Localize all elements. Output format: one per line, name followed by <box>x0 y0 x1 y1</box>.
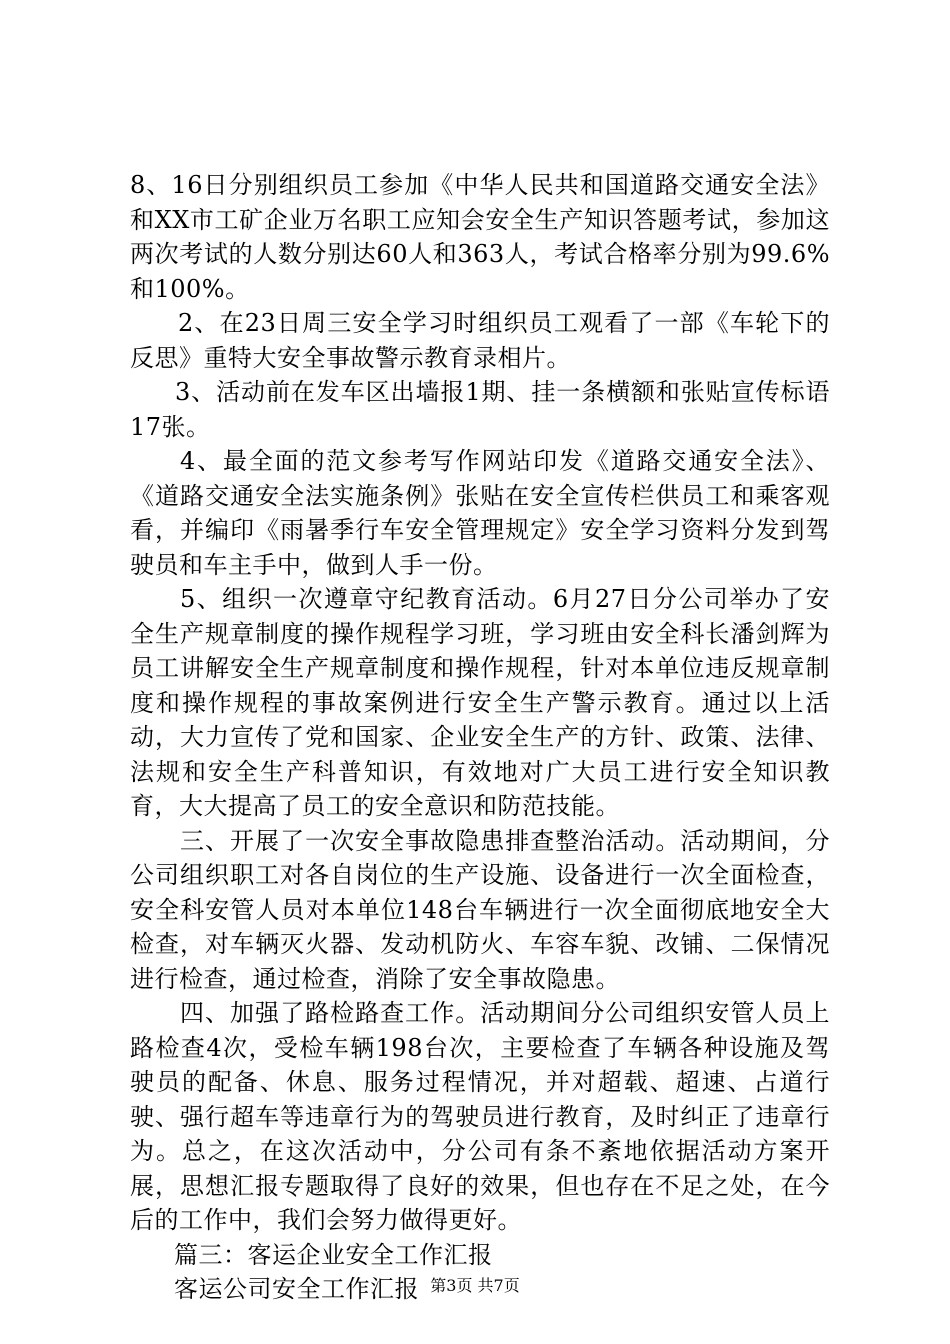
paragraph-item-5: 5、组织一次遵章守纪教育活动。6月27日分公司举办了安全生产规章制度的操作规程学习班，学习班由安全科长潘剑辉为员工讲解安全生产规章制度和操作规程，针对本单位违反规章制度和操作规程的事故案例进行安全生产警示教育。通过以上活动，大力宣传了党和国家、企业安全生产的方针、政策、法律、法规和安全生产科普知识，有效地对广大员工进行安全知识教育，大大提高了员工的安全意识和防范技能。 <box>130 585 830 820</box>
page-number-footer: 第3页 共7页 <box>430 1276 520 1295</box>
paragraph-item-4: 4、最全面的范文参考写作网站印发《道路交通安全法》、《道路交通安全法实施条例》张贴在安全宣传栏供员工和乘客观看，并编印《雨暑季行车安全管理规定》安全学习资料分发到驾驶员和车主手中，做到人手一份。 <box>130 447 830 579</box>
section-subtitle: 客运公司安全工作汇报 <box>174 1275 419 1303</box>
section-heading: 篇三：客运企业安全工作汇报 <box>174 1240 493 1269</box>
paragraph-section-3: 三、开展了一次安全事故隐患排查整治活动。活动期间，分公司组织职工对各自岗位的生产设施、设备进行一次全面检查，安全科安管人员对本单位148台车辆进行一次全面彻底地安全大检查，对车辆灭火器、发动机防火、车容车貌、改铺、二保情况进行检查，通过检查，消除了安全事故隐患。 <box>130 826 830 993</box>
paragraph-exam-results: 8、16日分别组织员工参加《中华人民共和国道路交通安全法》和XX市工矿企业万名职工应知会安全生产知识答题考试，参加这两次考试的人数分别达60人和363人，考试合格率分别为99.6%和100%。 <box>130 171 830 303</box>
paragraph-item-3: 3、活动前在发车区出墙报1期、挂一条横额和张贴宣传标语17张。 <box>130 378 830 441</box>
paragraph-item-2: 2、在23日周三安全学习时组织员工观看了一部《车轮下的反思》重特大安全事故警示教育录相片。 <box>130 309 830 372</box>
document-body <box>130 168 830 1307</box>
paragraph-section-4: 四、加强了路检路查工作。活动期间分公司组织安管人员上路检查4次，受检车辆198台次，主要检查了车辆各种设施及驾驶员的配备、休息、服务过程情况，并对超载、超速、占道行驶、强行超车等违章行为的驾驶员进行教育，及时纠正了违章行为。总之，在这次活动中，分公司有条不紊地依据活动方案开展，思想汇报专题取得了良好的效果，但也存在不足之处，在今后的工作中，我们会努力做得更好。 <box>130 999 830 1234</box>
